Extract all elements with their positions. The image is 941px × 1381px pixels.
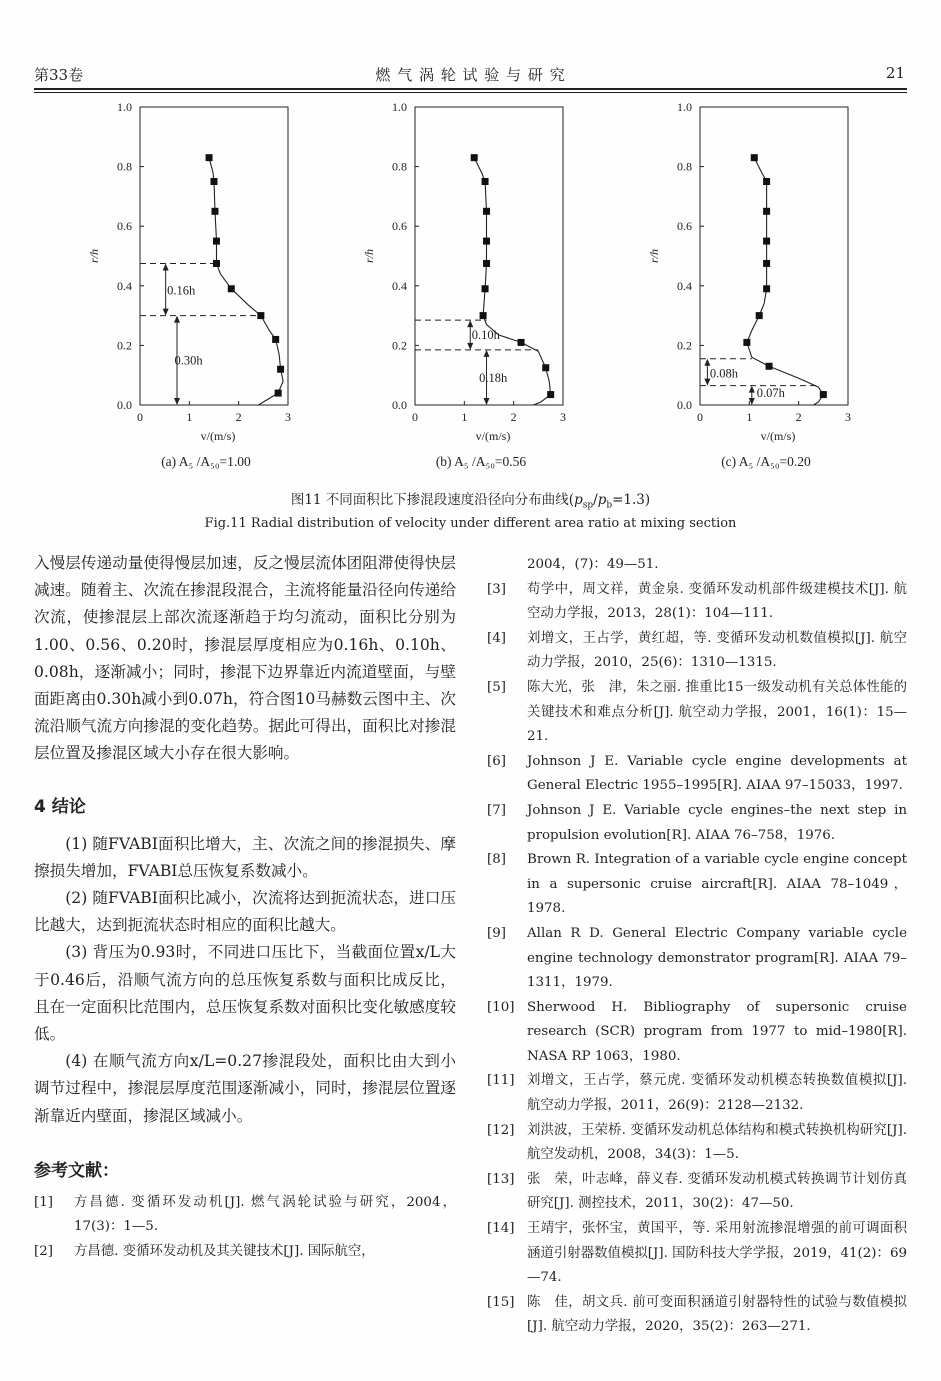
- x-axis-label: v/(m/s): [200, 429, 236, 443]
- y-tick-label: 1.0: [392, 100, 407, 114]
- y-tick-label: 0.4: [117, 278, 132, 293]
- x-tick-label: 3: [845, 410, 851, 424]
- reference-text: 陈大光，张 津，朱之丽. 推重比15一级发动机有关总体性能的关键技术和难点分析[J]. 航空动力学报，2001，16(1)：15—21.: [527, 679, 907, 745]
- conclusion-3: (3) 背压为0.93时，不同进口压比下，当截面位置x/L大于0.46后，沿顺气流方向的总压恢复系数与面积比成反比，且在一定面积比范围内，总压恢复系数对面积比变化敏感度较低。: [34, 943, 456, 1044]
- reference-number: [11]: [487, 1073, 515, 1089]
- y-tick-label: 0.8: [117, 159, 132, 174]
- velocity-curve: [747, 158, 823, 405]
- references-heading: 参考文献：: [34, 1160, 119, 1181]
- reference-text: 刘增文，王占学，蔡元虎. 变循环发动机模态转换数值模拟[J]. 航空动力学报，2011，26(9)：2128—2132.: [527, 1073, 907, 1114]
- data-point-marker: [820, 391, 827, 398]
- reference-number: [9]: [487, 925, 506, 941]
- reference-number: [15]: [487, 1294, 515, 1310]
- panel-subtitle: (a) A₅ /A₅₀=1.00: [161, 454, 251, 469]
- data-point-marker: [272, 336, 279, 343]
- data-point-marker: [763, 285, 770, 292]
- body-paragraph: 入慢层传递动量使得慢层加速，反之慢层流体团阻滞使得快层减速。随着主、次流在掺混段混合，主流将能量沿径向传递给次流，使掺混层上部次流逐渐趋于均匀流动，面积比分别为1.00、0.56、0.20时，掺混层厚度相应为0.16h、0.10h、0.08h，逐渐减小；同时，掺混下边界靠近内流道壁面，与壁面距离由0.30h减小到0.07h，符合图10马赫数云图中主、次流沿顺气流方向掺混的变化趋势。据此可得出，面积比对掺混层位置及掺混区域大小存在很大影响。: [34, 554, 456, 763]
- reference-text: 刘洪波，王荣桥. 变循环发动机总体结构和模式转换机构研究[J]. 航空发动机，2008，34(3)：1—5.: [527, 1122, 907, 1163]
- y-tick-label: 0.6: [392, 219, 407, 234]
- reference-item: [34, 1240, 456, 1265]
- chart-panel-b: [362, 100, 566, 469]
- thickness-annotation: 0.10h: [471, 327, 500, 342]
- reference-number: [10]: [487, 999, 515, 1015]
- x-tick-label: 1: [461, 410, 468, 424]
- y-tick-label: 0.2: [117, 338, 132, 353]
- reference-item: [487, 1217, 907, 1291]
- reference-number: [5]: [487, 679, 506, 695]
- y-tick-label: 0.0: [677, 398, 692, 412]
- y-axis-label: r/h: [647, 248, 661, 264]
- arrow-head-up: [749, 386, 755, 393]
- data-point-marker: [547, 391, 554, 398]
- data-point-marker: [471, 154, 478, 161]
- page-number: 21: [885, 64, 905, 82]
- data-point-marker: [228, 285, 235, 292]
- arrow-head-down: [467, 343, 473, 350]
- y-tick-label: 0.8: [677, 159, 692, 174]
- data-point-marker: [483, 260, 490, 267]
- reference-number: [2]: [34, 1244, 53, 1260]
- data-point-marker: [482, 285, 489, 292]
- reference-text: 陈 佳，胡文兵. 前可变面积涵道引射器特性的试验与数值模拟[J]. 航空动力学报，2020，35(2)：263—271.: [527, 1294, 907, 1335]
- reference-text: 方昌德. 变循环发动机及其关键技术[J]. 国际航空，: [74, 1244, 375, 1260]
- reference-number: [6]: [487, 753, 506, 769]
- reference-text: 张 荣，叶志峰，薛义春. 变循环发动机模式转换调节计划仿真研究[J]. 测控技术，2011，30(2)：47—50.: [527, 1171, 907, 1212]
- caption-cn-math2: p: [597, 492, 607, 508]
- panel-subtitle: (c) A₅ /A₅₀=0.20: [721, 454, 811, 469]
- reference-text: Allan R D. General Electric Company variable cycle engine technology demonstrator program[R]. AIAA 79–1311，1979.: [527, 925, 907, 991]
- reference-number: [7]: [487, 802, 506, 818]
- reference-number: [8]: [487, 852, 506, 868]
- caption-cn-math: p: [574, 492, 583, 508]
- data-point-marker: [518, 339, 525, 346]
- reference-item: [487, 1069, 907, 1118]
- x-axis-label: v/(m/s): [760, 429, 796, 443]
- plot-frame: [415, 107, 563, 405]
- data-point-marker: [763, 260, 770, 267]
- reference-item: [487, 922, 907, 996]
- arrow-head-up: [704, 359, 710, 366]
- reference-item: [487, 750, 907, 799]
- reference-item: [487, 996, 907, 1070]
- data-point-marker: [483, 238, 490, 245]
- reference-number: [3]: [487, 581, 506, 597]
- reference-item: [487, 578, 907, 627]
- y-tick-label: 1.0: [677, 100, 692, 114]
- data-point-marker: [211, 208, 218, 215]
- velocity-curve: [209, 158, 283, 405]
- reference-item: [487, 1168, 907, 1217]
- y-tick-label: 0.2: [677, 338, 692, 353]
- arrow-head-up: [174, 316, 180, 323]
- journal-title: 燃 气 涡 轮 试 验 与 研 究: [375, 66, 566, 84]
- data-point-marker: [763, 238, 770, 245]
- y-tick-label: 0.0: [392, 398, 407, 412]
- data-point-marker: [763, 208, 770, 215]
- arrow-head-up: [484, 350, 490, 357]
- data-point-marker: [766, 363, 773, 370]
- plot-frame: [700, 107, 848, 405]
- reference-text: 王靖宇，张怀宝，黄国平，等. 采用射流掺混增强的前可调面积涵道引射器数值模拟[J]. 国防科技大学学报，2019，41(2)：69—74.: [527, 1221, 907, 1286]
- reference-number: [12]: [487, 1122, 515, 1138]
- arrow-head-down: [174, 398, 180, 405]
- figure-caption-en: Fig.11 Radial distribution of velocity under different area ratio at mixing section: [204, 516, 737, 531]
- y-tick-label: 0.6: [117, 219, 132, 234]
- references-list-right: [487, 553, 907, 1340]
- reference-text: Brown R. Integration of a variable cycle engine concept in a supersonic cruise aircraft[R]. AIAA 78–1049，1978.: [527, 852, 907, 917]
- reference-item: [487, 553, 907, 578]
- reference-number: [13]: [487, 1171, 515, 1187]
- y-axis-label: r/h: [362, 248, 376, 264]
- data-point-marker: [275, 390, 282, 397]
- y-tick-label: 1.0: [117, 100, 132, 114]
- data-point-marker: [751, 154, 758, 161]
- y-axis-label: r/h: [87, 248, 101, 264]
- data-point-marker: [211, 178, 218, 185]
- data-point-marker: [480, 312, 487, 319]
- reference-number: [14]: [487, 1221, 515, 1237]
- y-tick-label: 0.6: [677, 219, 692, 234]
- x-axis-label: v/(m/s): [475, 429, 511, 443]
- x-tick-label: 1: [186, 410, 193, 424]
- data-point-marker: [277, 366, 284, 373]
- y-tick-label: 0.4: [392, 278, 407, 293]
- reference-item: [487, 627, 907, 676]
- y-tick-label: 0.4: [677, 278, 692, 293]
- reference-item: [487, 1291, 907, 1340]
- x-tick-label: 3: [560, 410, 566, 424]
- data-point-marker: [756, 312, 763, 319]
- reference-number: [4]: [487, 630, 506, 646]
- arrow-head-up: [467, 320, 473, 327]
- header-rule: [34, 88, 907, 90]
- data-point-marker: [206, 154, 213, 161]
- data-point-marker: [763, 178, 770, 185]
- reference-text: Johnson J E. Variable cycle engines–the next step in propulsion evolution[R]. AIAA 76–758，1976.: [527, 802, 907, 843]
- reference-number: [1]: [34, 1194, 53, 1210]
- x-tick-label: 3: [285, 410, 291, 424]
- y-tick-label: 0.8: [392, 159, 407, 174]
- data-point-marker: [542, 364, 549, 371]
- thickness-annotation: 0.07h: [756, 386, 785, 401]
- x-tick-label: 2: [795, 410, 802, 424]
- velocity-curve: [471, 158, 551, 405]
- chart-panel-a: [87, 100, 291, 469]
- caption-cn-mid: /: [593, 492, 598, 508]
- reference-text: 刘增文，王占学，黄红超，等. 变循环发动机数值模拟[J]. 航空动力学报，2010，25(6)：1310—1315.: [527, 630, 907, 671]
- conclusion-2: (2) 随FVABI面积比减小，次流将达到扼流状态，进口压比越大，达到扼流状态时相应的面积比越大。: [34, 889, 456, 935]
- y-tick-label: 0.2: [392, 338, 407, 353]
- reference-text: 苟学中，周文祥，黄金泉. 变循环发动机部件级建模技术[J]. 航空动力学报，2013，28(1)：104—111.: [527, 581, 907, 622]
- conclusion-1: (1) 随FVABI面积比增大，主、次流之间的掺混损失、摩擦损失增加，FVABI总压恢复系数减小。: [34, 834, 456, 880]
- conclusion-4: (4) 在顺气流方向x/L=0.27掺混段处，面积比由大到小调节过程中，掺混层厚度范围逐渐减小，同时，掺混层位置逐渐靠近内壁面，掺混区域减小。: [34, 1052, 456, 1125]
- caption-cn-pre: 图11 不同面积比下掺混段速度沿径向分布曲线(: [290, 492, 575, 508]
- arrow-head-down: [484, 398, 490, 405]
- left-column: [34, 550, 456, 1265]
- arrow-head-down: [163, 309, 169, 316]
- references-list-left: [34, 1191, 456, 1265]
- section-heading-conclusion: 4 结论: [34, 796, 86, 817]
- thickness-annotation: 0.30h: [174, 353, 203, 368]
- x-tick-label: 2: [235, 410, 242, 424]
- chart-panel-c: [647, 100, 851, 469]
- x-tick-label: 1: [746, 410, 753, 424]
- data-point-marker: [482, 178, 489, 185]
- x-tick-label: 2: [510, 410, 517, 424]
- arrow-head-up: [163, 263, 169, 270]
- figure-caption-cn: 图11 不同面积比下掺混段速度沿径向分布曲线$(p_{sp}/p_b=1.3)$: [290, 492, 651, 511]
- reference-item: [34, 1191, 456, 1240]
- data-point-marker: [213, 260, 220, 267]
- reference-item: [487, 676, 907, 750]
- panel-subtitle: (b) A₅ /A₅₀=0.56: [435, 454, 527, 469]
- data-point-marker: [257, 312, 264, 319]
- reference-item: [487, 799, 907, 848]
- x-tick-label: 0: [697, 410, 703, 424]
- journal-volume: 第33卷: [34, 66, 84, 84]
- reference-text: 2004，(7)：49—51.: [527, 557, 659, 572]
- y-tick-label: 0.0: [117, 398, 132, 412]
- reference-text: Sherwood H. Bibliography of supersonic cruise research (SCR) program from 1977 to mid–1980[R]. NASA RP 1063，1980.: [527, 999, 907, 1064]
- reference-text: 方昌德. 变循环发动机[J]. 燃气涡轮试验与研究，2004，17(3)：1—5.: [74, 1194, 456, 1235]
- reference-item: [487, 1119, 907, 1168]
- plot-frame: [140, 107, 288, 405]
- data-point-marker: [743, 339, 750, 346]
- x-tick-label: 0: [412, 410, 418, 424]
- reference-item: [487, 848, 907, 922]
- x-tick-label: 0: [137, 410, 143, 424]
- thickness-annotation: 0.08h: [709, 366, 738, 381]
- caption-cn-post: =1.3): [612, 492, 651, 508]
- thickness-annotation: 0.18h: [479, 371, 508, 386]
- reference-text: Johnson J E. Variable cycle engine developments at General Electric 1955–1995[R]. AIAA 97–15033，1997.: [527, 753, 907, 794]
- thickness-annotation: 0.16h: [167, 283, 196, 298]
- data-point-marker: [483, 208, 490, 215]
- data-point-marker: [213, 238, 220, 245]
